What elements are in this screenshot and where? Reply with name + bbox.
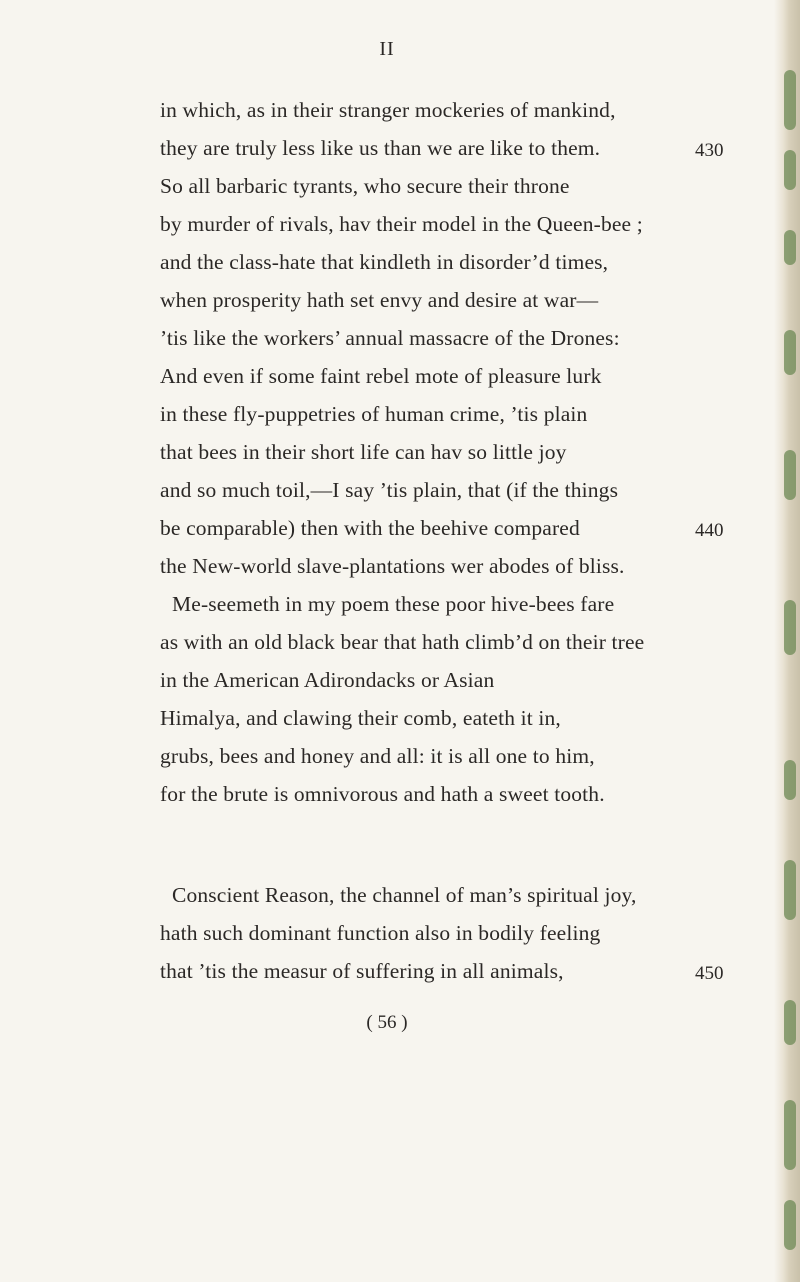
- poem-line: So all barbaric tyrants, who secure their throne: [160, 174, 570, 198]
- poem-line: grubs, bees and honey and all: it is all one to him,: [160, 744, 595, 768]
- poem-line: by murder of rivals, hav their model in the Queen-bee ;: [160, 212, 643, 236]
- poem-line: they are truly less like us than we are like to them.: [160, 136, 601, 160]
- page-edge: [774, 0, 800, 1282]
- edge-stain: [784, 860, 796, 920]
- edge-stain: [784, 330, 796, 375]
- poem-line: when prosperity hath set envy and desire at war—: [160, 288, 599, 312]
- poem-line: in which, as in their stranger mockeries of mankind,: [160, 98, 616, 122]
- edge-stain: [784, 70, 796, 130]
- edge-stain: [784, 760, 796, 800]
- line-number: 430: [695, 140, 724, 161]
- poem-line: for the brute is omnivorous and hath a sweet tooth.: [160, 782, 605, 806]
- page-number: ( 56 ): [366, 1012, 408, 1033]
- poem-line: in these fly-puppetries of human crime, ’tis plain: [160, 402, 588, 426]
- poem-line: that ’tis the measur of suffering in all animals,: [160, 959, 564, 983]
- running-head: II: [379, 38, 395, 60]
- poem-line: Himalya, and clawing their comb, eateth it in,: [160, 706, 561, 730]
- edge-stain: [784, 230, 796, 265]
- edge-stain: [784, 600, 796, 655]
- poem-line: And even if some faint rebel mote of pleasure lurk: [160, 364, 602, 388]
- poem-line: hath such dominant function also in bodily feeling: [160, 921, 601, 945]
- line-number: 440: [695, 520, 724, 541]
- poem-line: be comparable) then with the beehive compared: [160, 516, 580, 540]
- poem-line: Me-seemeth in my poem these poor hive-bees fare: [172, 592, 615, 616]
- poem-line: and so much toil,—I say ’tis plain, that (if the things: [160, 478, 619, 502]
- poem-line: as with an old black bear that hath climb’d on their tree: [160, 630, 645, 654]
- edge-stain: [784, 1000, 796, 1045]
- poem-line: ’tis like the workers’ annual massacre of the Drones:: [160, 326, 620, 350]
- edge-stain: [784, 1100, 796, 1170]
- line-number: 450: [695, 963, 724, 984]
- poem-line: in the American Adirondacks or Asian: [160, 668, 495, 692]
- poem-line: Conscient Reason, the channel of man’s spiritual joy,: [172, 883, 637, 907]
- poem-line: that bees in their short life can hav so little joy: [160, 440, 567, 464]
- edge-stain: [784, 450, 796, 500]
- poem-line: the New-world slave-plantations wer abodes of bliss.: [160, 554, 625, 578]
- poem-line: and the class-hate that kindleth in disorder’d times,: [160, 250, 609, 274]
- edge-stain: [784, 150, 796, 190]
- edge-stain: [784, 1200, 796, 1250]
